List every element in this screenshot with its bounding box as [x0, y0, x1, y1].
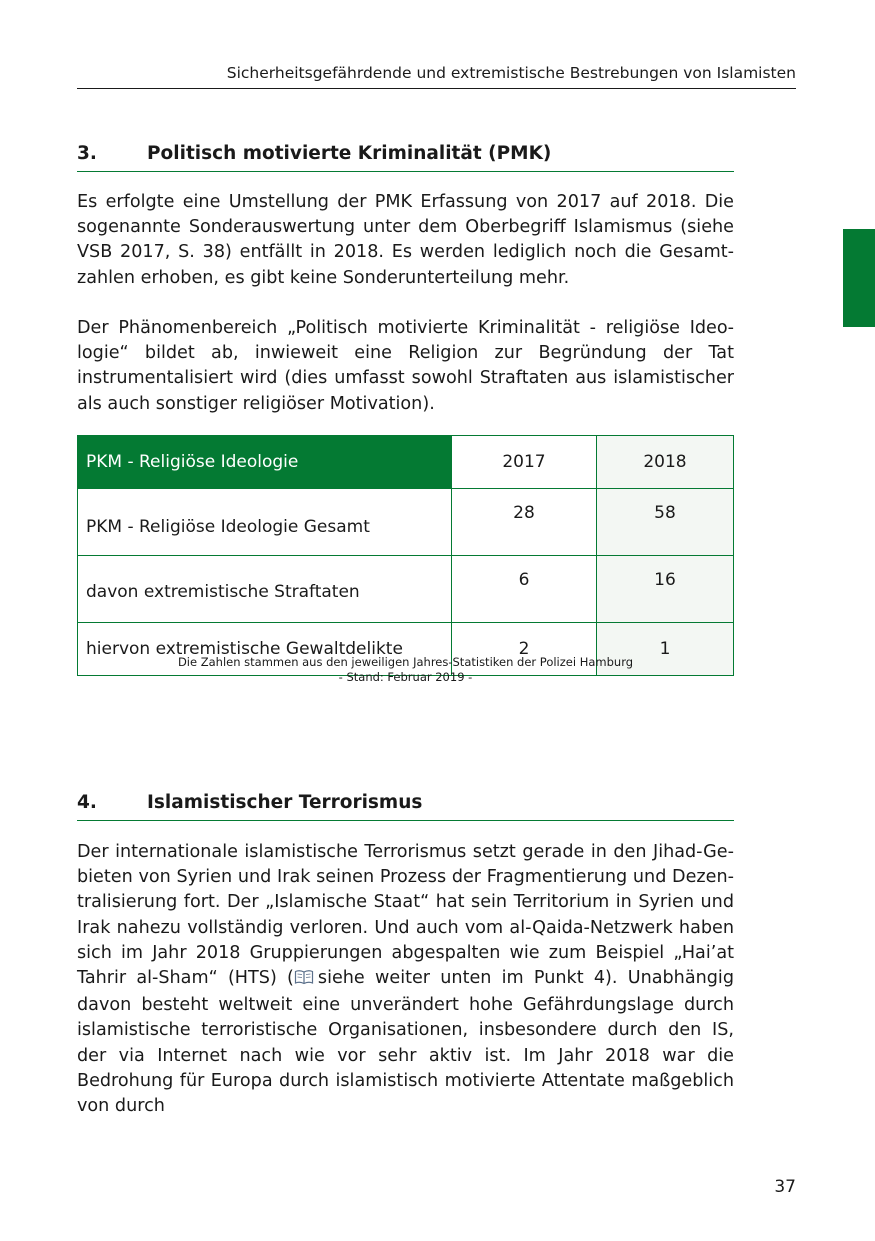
page-number: 37: [774, 1177, 796, 1197]
section-4-paragraph: [77, 840, 734, 1119]
row-value-2018: 58: [597, 489, 734, 556]
book-reference-icon: [294, 968, 314, 993]
row-value-2017: 6: [452, 556, 597, 623]
section-4-text-part-2: siehe weiter unten im Punkt 4). Unabhängig davon besteht weltweit eine unverändert hohe Gefährdungslage durch islamistische terroristische Organisationen, insbesondere durch den IS, der via Internet nach wie vor sehr aktiv ist. Im Jahr 2018 war die Bedrohung für Europa durch islamistisch motivierte Attentate maßgeblich von durch: [77, 968, 734, 1117]
table-header-2017: 2017: [452, 436, 597, 489]
section-3-paragraph-1: Es erfolgte eine Umstellung der PMK Erfassung von 2017 auf 2018. Die sogenannte Sonderauswertung unter dem Oberbegriff Islamismus (siehe VSB 2017, S. 38) entfällt in 2018. Es werden lediglich noch die Gesamtzahlen erhoben, es gibt keine Sonderunterteilung mehr.: [77, 192, 734, 288]
table-header-label: PKM - Religiöse Ideologie: [78, 436, 452, 489]
pmk-statistics-table: [77, 435, 734, 676]
table-header-row: [78, 436, 734, 489]
row-value-2017: 28: [452, 489, 597, 556]
section-3-paragraph-2: Der Phänomenbereich „Politisch motivierte Kriminalität - religiöse Ideologie“ bildet ab, inwieweit eine Religion zur Begründung der Tat instrumentalisiert wird (dies umfasst sowohl Straftaten aus islamistischer als auch sonstiger religiöser Motivation).: [77, 318, 734, 414]
table-caption-source: Die Zahlen stammen aus den jeweiligen Jahres-Statistiken der Polizei Hamburg: [177, 655, 634, 669]
row-label: PKM - Religiöse Ideologie Gesamt: [78, 489, 452, 556]
section-4-title: Islamistischer Terrorismus: [147, 792, 423, 813]
row-value-2018: 16: [597, 556, 734, 623]
section-3-title: Politisch motivierte Kriminalität (PMK): [147, 143, 552, 164]
row-label: davon extremistische Straftaten: [78, 556, 452, 623]
section-3-heading: [77, 143, 734, 172]
row-value-2018: 1: [597, 623, 734, 676]
table-row: [78, 556, 734, 623]
section-4-number: 4.: [77, 792, 97, 813]
chapter-tab-marker: [843, 229, 875, 327]
table-caption-date: - Stand: Februar 2019 -: [338, 670, 473, 684]
running-header: Sicherheitsgefährdende und extremistische Bestrebungen von Islamisten: [77, 64, 796, 89]
table-header-2018: 2018: [597, 436, 734, 489]
section-4-text-part-1: Der internationale islamistische Terrorismus setzt gerade in den Jihad-Gebieten von Syrien und Irak seinen Prozess der Fragmentierung und Dezentralisierung fort. Der „Islamische Staat“ hat sein Territorium in Syrien und Irak nahezu vollständig verloren. Und auch vom al-Qaida-Netzwerk haben sich im Jahr 2018 Gruppierungen abgespalten wie zum Beispiel „Hai’at Tahrir al-Sham“ (HTS) (: [77, 842, 734, 989]
section-3-number: 3.: [77, 143, 97, 164]
table-caption: [77, 655, 734, 685]
table-row: [78, 489, 734, 556]
row-label: hiervon extremistische Gewaltdelikte: [78, 623, 452, 676]
section-4-heading: [77, 792, 734, 821]
row-value-2017: 2: [452, 623, 597, 676]
